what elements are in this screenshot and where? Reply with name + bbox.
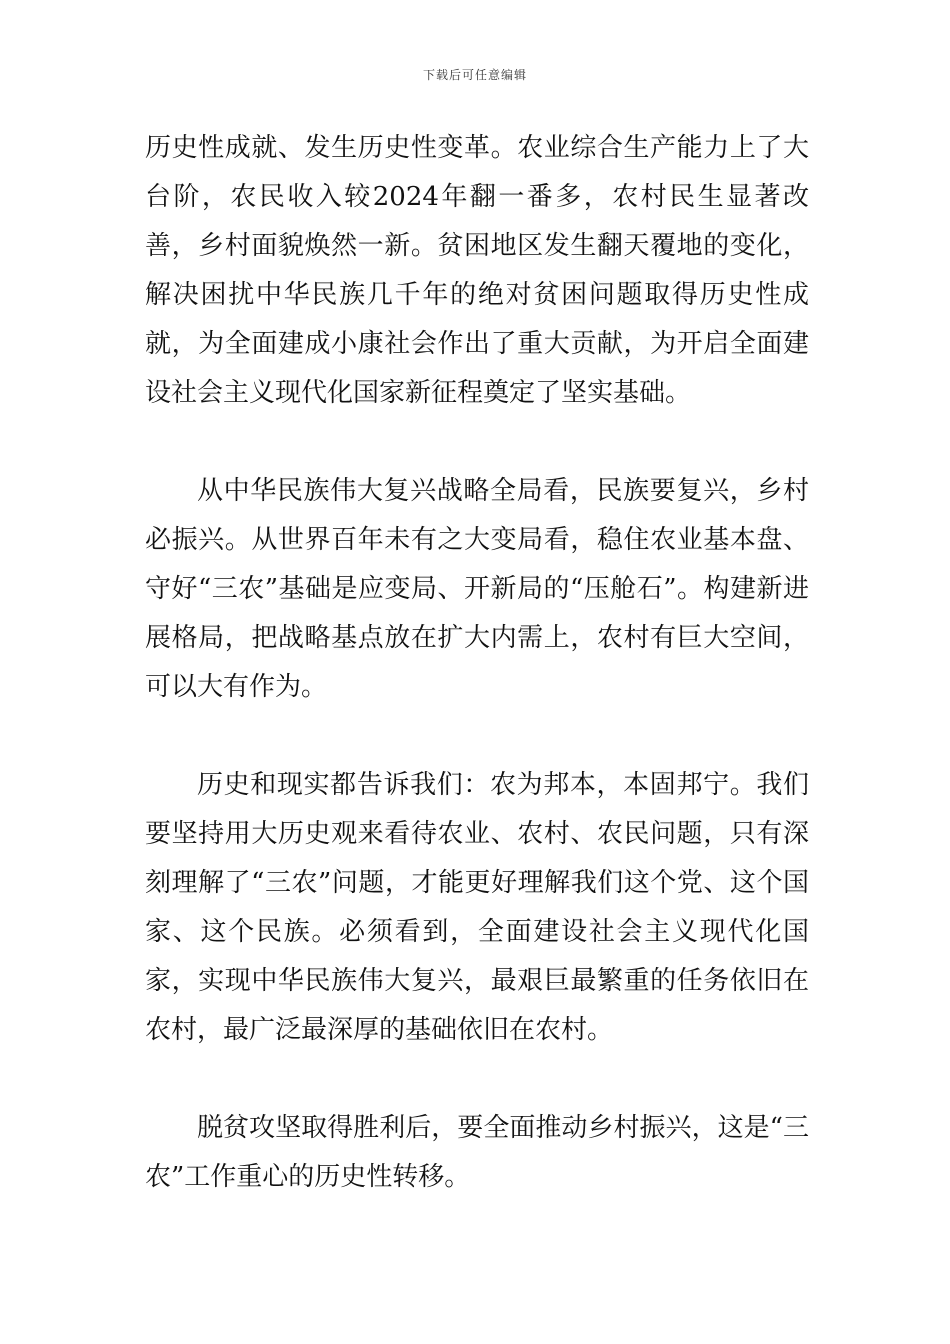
paragraph-2: 从中华民族伟大复兴战略全局看，民族要复兴，乡村必振兴。从世界百年未有之大变局看，稳住农业基本盘、守好“三农”基础是应变局、开新局的“压舱石”。构建新进展格局，把战略基点放在扩大内需上，农村有巨大空间，可以大有作为。 [145,476,809,702]
paragraph-4: 脱贫攻坚取得胜利后，要全面推动乡村振兴，这是“三农”工作重心的历史性转移。 [145,1113,809,1192]
document-body [145,124,809,1251]
paragraph-3: 历史和现实都告诉我们：农为邦本，本固邦宁。我们要坚持用大历史观来看待农业、农村、农民问题，只有深刻理解了“三农”问题，才能更好理解我们这个党、这个国家、这个民族。必须看到，全面建设社会主义现代化国家，实现中华民族伟大复兴，最艰巨最繁重的任务依旧在农村，最广泛最深厚的基础依旧在农村。 [145,770,809,1045]
page-header: 下载后可任意编辑 [422,68,527,82]
paragraph-1: 历史性成就、发生历史性变革。农业综合生产能力上了大台阶，农民收入较2024年翻一番多，农村民生显著改善，乡村面貌焕然一新。贫困地区发生翻天覆地的变化，解决困扰中华民族几千年的绝对贫困问题取得历史性成就，为全面建成小康社会作出了重大贡献，为开启全面建设社会主义现代化国家新征程奠定了坚实基础。 [145,133,809,408]
